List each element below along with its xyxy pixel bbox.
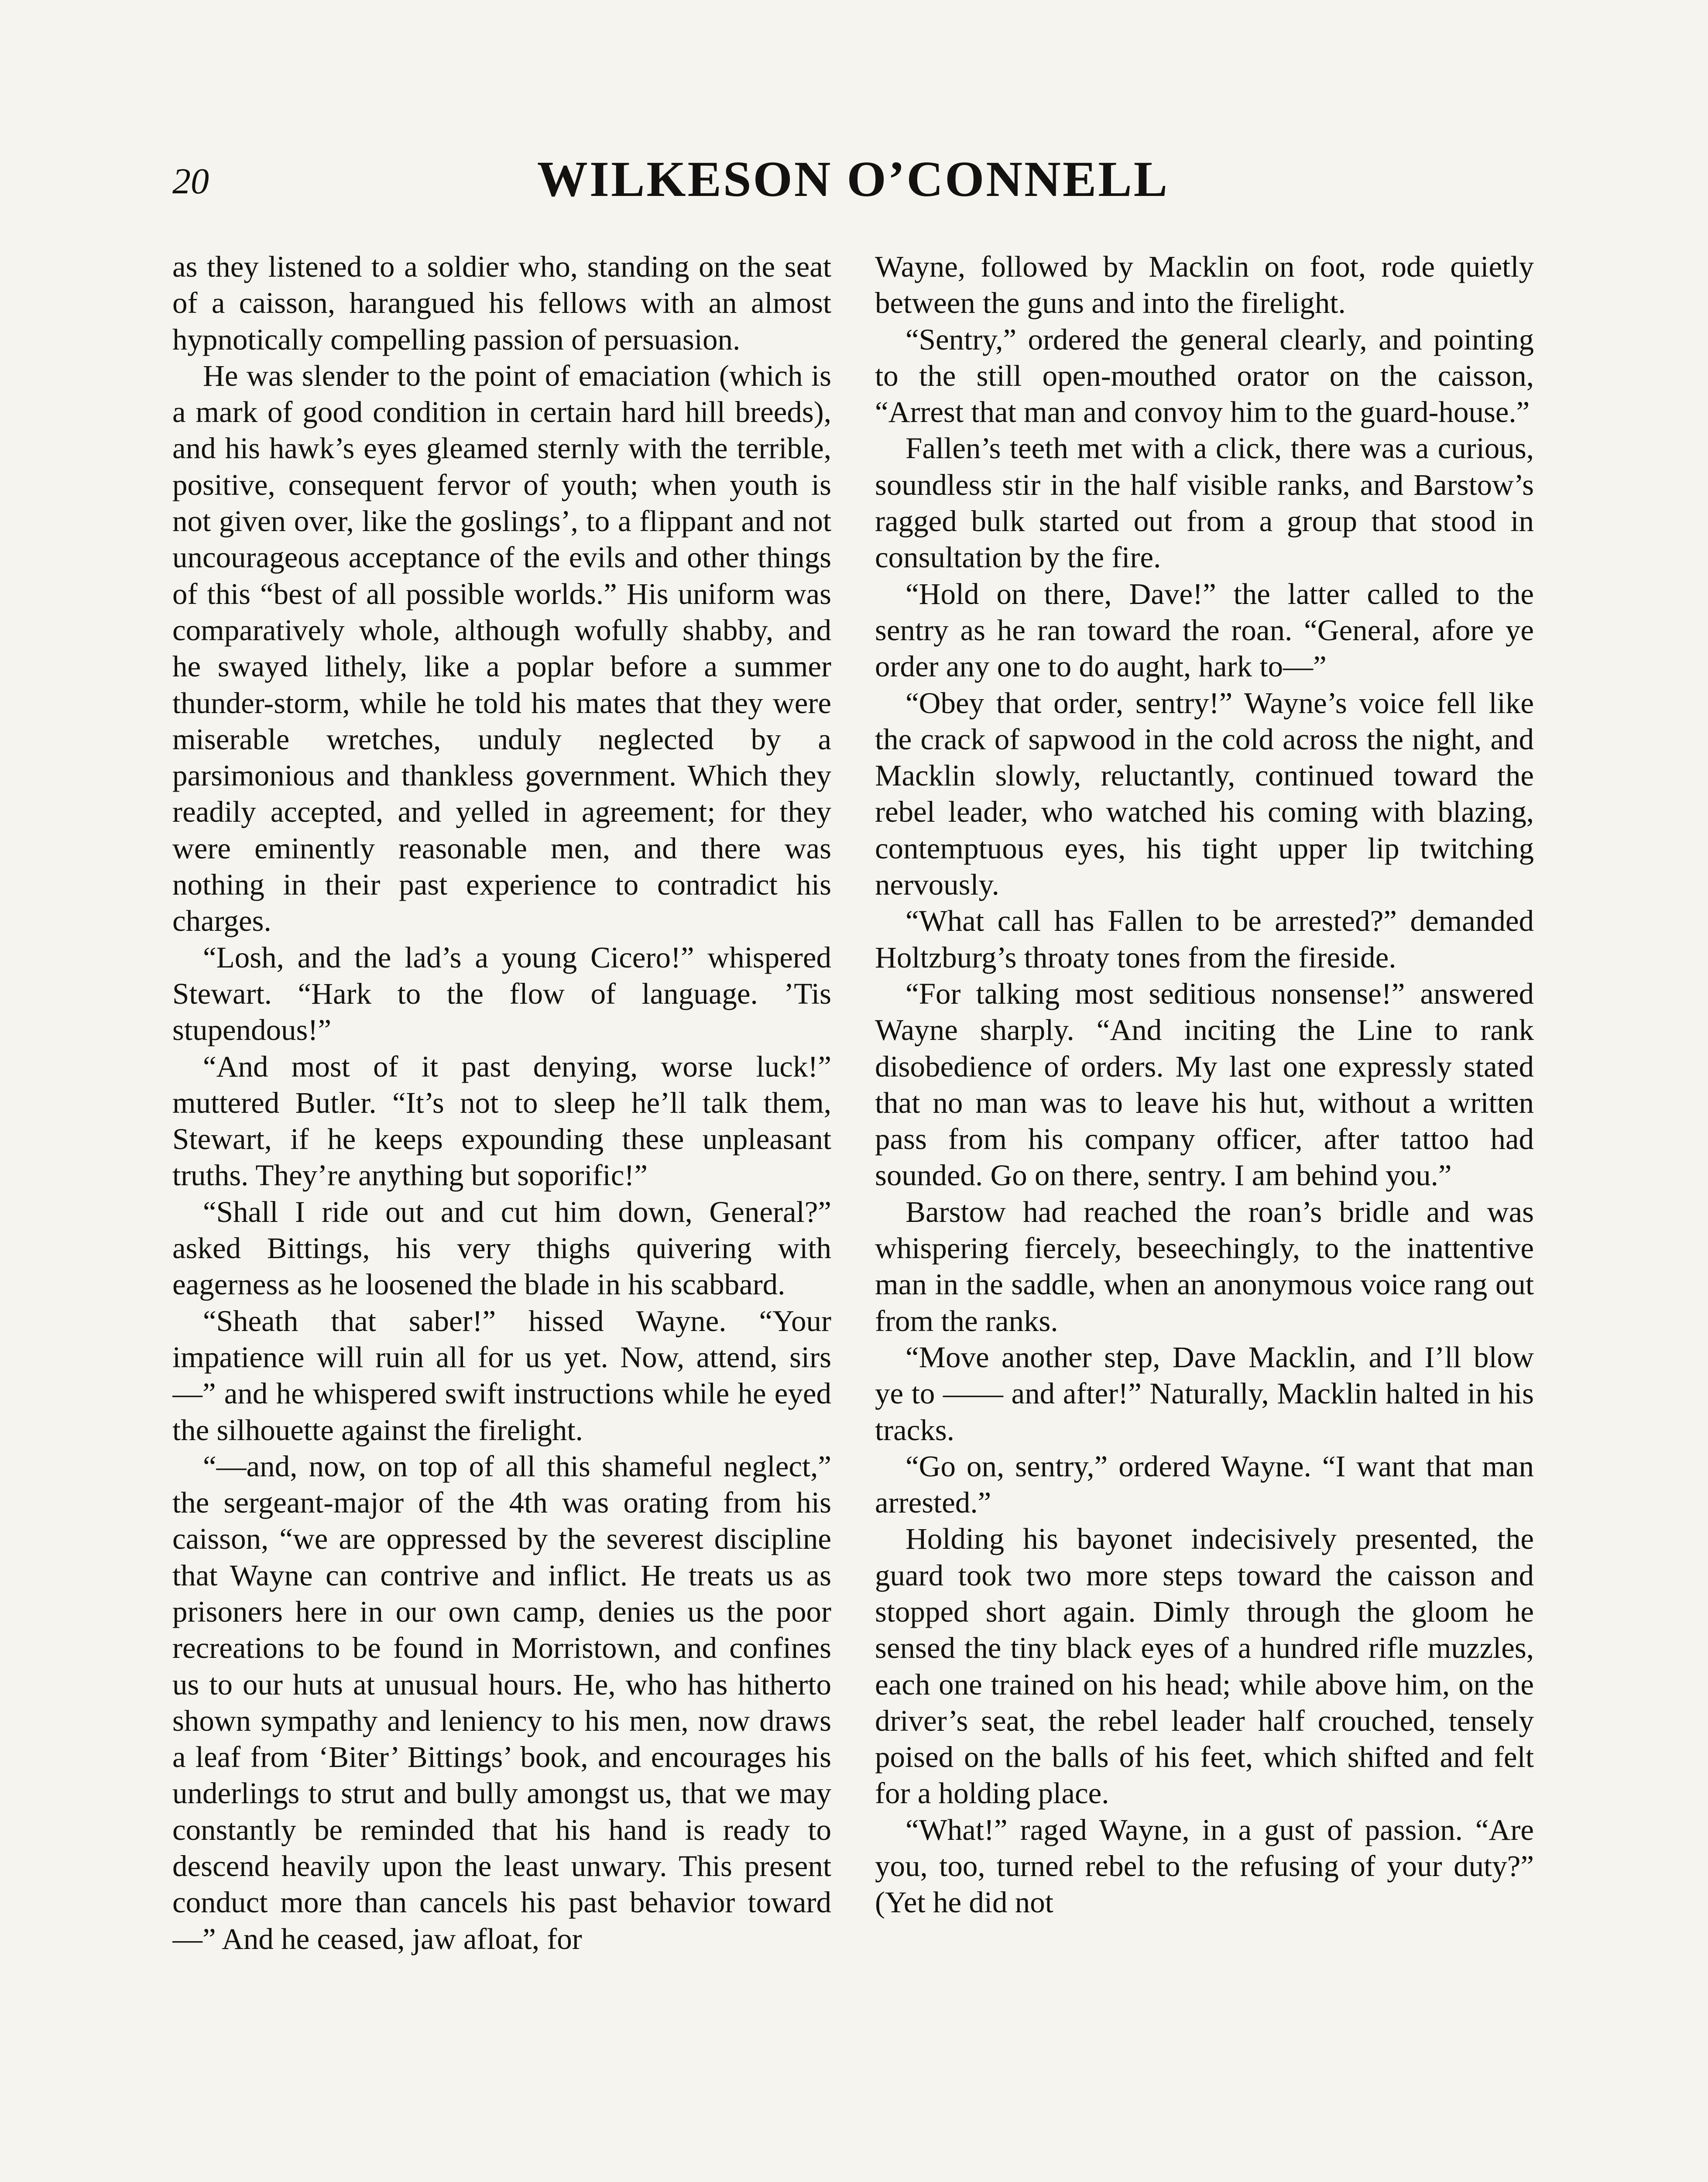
paragraph: Holding his bayonet indecisively presented, the guard took two more steps toward the caisson and stopped short again. Dimly through the gloom he sensed the tiny black eyes of a hundred rifle muzzles, each one trained on his head; while above him, on the driver’s seat, the rebel leader half crouched, tensely poised on the balls of his feet, which shifted and felt for a holding place.: [875, 1522, 1534, 1810]
paragraph: “Hold on there, Dave!” the latter called to the sentry as he ran toward the roan. “General, afore ye order any one to do aught, hark to—”: [875, 577, 1534, 683]
paragraph: “And most of it past denying, worse luck!” muttered Butler. “It’s not to sleep he’ll talk them, Stewart, if he keeps expounding these unpleasant truths. They’re anything but soporific!”: [172, 1050, 831, 1192]
page-number: 20: [172, 161, 209, 202]
page-header: [172, 151, 1534, 216]
paragraph: “Sentry,” ordered the general clearly, and pointing to the still open-mouthed orator on the caisson, “Arrest that man and convoy him to the guard-house.”: [875, 322, 1534, 429]
paragraph: “Shall I ride out and cut him down, General?” asked Bittings, his very thighs quivering with eagerness as he loosened the blade in his scabbard.: [172, 1195, 831, 1301]
right-text-column: [875, 249, 1534, 2182]
paragraph: Fallen’s teeth met with a click, there was a curious, soundless stir in the half visible ranks, and Barstow’s ragged bulk started out from a group that stood in consultation by the fire.: [875, 432, 1534, 574]
paragraph: Barstow had reached the roan’s bridle and was whispering fiercely, beseechingly, to the inattentive man in the saddle, when an anonymous voice rang out from the ranks.: [875, 1195, 1534, 1338]
paragraph: “Sheath that saber!” hissed Wayne. “Your impatience will ruin all for us yet. Now, attend, sirs—” and he whispered swift instructions while he eyed the silhouette against the firelight.: [172, 1304, 831, 1447]
paragraph: “Obey that order, sentry!” Wayne’s voice fell like the crack of sapwood in the cold across the night, and Macklin slowly, reluctantly, continued toward the rebel leader, who watched his coming with blazing, contemptuous eyes, his tight upper lip twitching nervously.: [875, 686, 1534, 902]
paragraph: as they listened to a soldier who, standing on the seat of a caisson, harangued his fellows with an almost hypnotically compelling passion of persuasion.: [172, 250, 831, 356]
paragraph: “Move another step, Dave Macklin, and I’ll blow ye to —— and after!” Naturally, Macklin halted in his tracks.: [875, 1340, 1534, 1447]
paragraph: “What!” raged Wayne, in a gust of passion. “Are you, too, turned rebel to the refusing of your duty?” (Yet he did not: [875, 1813, 1534, 1919]
paragraph: “Losh, and the lad’s a young Cicero!” whispered Stewart. “Hark to the flow of language. ’Tis stupendous!”: [172, 940, 831, 1047]
paragraph: “What call has Fallen to be arrested?” demanded Holtzburg’s throaty tones from the fireside.: [875, 904, 1534, 974]
paragraph: He was slender to the point of emaciation (which is a mark of good condition in certain hard hill breeds), and his hawk’s eyes gleamed sternly with the terrible, positive, consequent fervor of youth; when youth is not given over, like the goslings’, to a flippant and not uncourageous acceptance of the evils and other things of this “best of all possible worlds.” His uniform was comparatively whole, although wofully shabby, and he swayed lithely, like a poplar before a summer thunder-storm, while he told his mates that they were miserable wretches, unduly neglected by a parsimonious and thankless government. Which they readily accepted, and yelled in agreement; for they were eminently reasonable men, and there was nothing in their past experience to contradict his charges.: [172, 359, 831, 938]
left-text-column: [172, 249, 831, 2182]
paragraph: “Go on, sentry,” ordered Wayne. “I want that man arrested.”: [875, 1449, 1534, 1520]
paragraph: “For talking most seditious nonsense!” answered Wayne sharply. “And inciting the Line to rank disobedience of orders. My last one expressly stated that no man was to leave his hut, without a written pass from his company officer, after tattoo had sounded. Go on there, sentry. I am behind you.”: [875, 977, 1534, 1192]
paragraph: “—and, now, on top of all this shameful neglect,” the sergeant-major of the 4th was orating from his caisson, “we are oppressed by the severest discipline that Wayne can contrive and inflict. He treats us as prisoners here in our own camp, denies us the poor recreations to be found in Morristown, and confines us to our huts at unusual hours. He, who has hitherto shown sympathy and leniency to his men, now draws a leaf from ‘Biter’ Bittings’ book, and encourages his underlings to strut and bully amongst us, that we may constantly be reminded that his hand is ready to descend heavily upon the least unwary. This present conduct more than cancels his past behavior toward—” And he ceased, jaw afloat, for: [172, 1449, 831, 1956]
running-title: WILKESON O’CONNELL: [537, 151, 1170, 207]
paragraph: Wayne, followed by Macklin on foot, rode quietly between the guns and into the firelight.: [875, 250, 1534, 320]
